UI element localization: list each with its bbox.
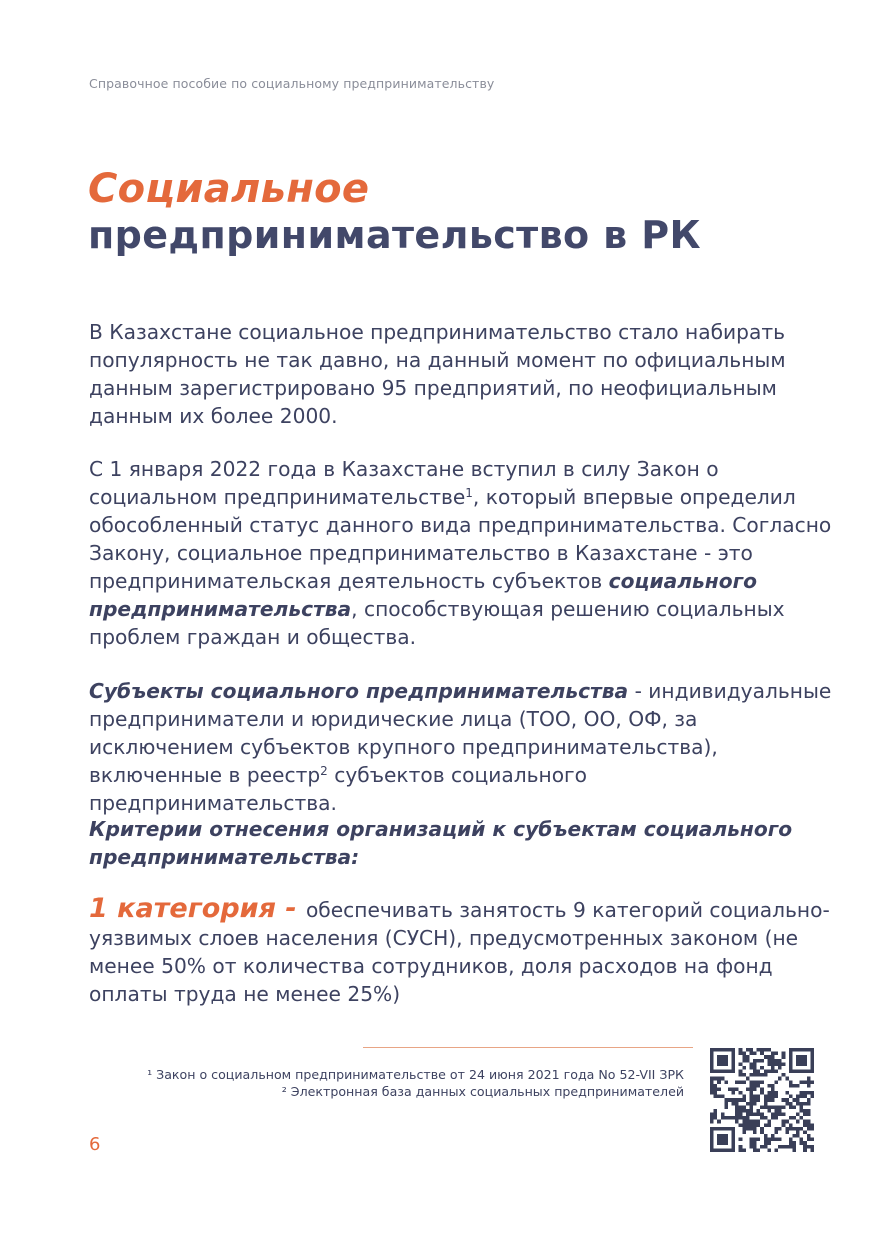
qr-code-icon[interactable] <box>710 1048 814 1152</box>
footnote-ref-1[interactable]: 1 <box>465 486 473 500</box>
paragraph-intro-text: В Казахстане социальное предпринимательство стало набирать популярность не так давно, на данный момент по официальным данным зарегистрировано 95 предприятий, по неофициальным данным их более 2000. <box>89 320 786 428</box>
paragraph-law-emphasis: социального предпринимательства <box>89 569 758 621</box>
page-title <box>88 166 701 258</box>
paragraph-subjects-text-2: субъектов социального предпринимательства. <box>89 763 588 815</box>
page-title-main: предпринимательство в РК <box>88 213 701 257</box>
paragraph-law-text-1: С 1 января 2022 года в Казахстане вступил в силу Закон о социальном предпринимательстве <box>89 457 719 509</box>
paragraph-law-text-3: , способствующая решению социальных проблем граждан и общества. <box>89 597 785 649</box>
paragraph-subjects-term: Субъекты социального предпринимательства <box>89 679 629 703</box>
footnote-divider <box>363 1047 693 1048</box>
category-1-text: обеспечивать занятость 9 категорий социально-уязвимых слоев населения (СУСН), предусмотренных законом (не менее 50% от количества сотрудников, доля расходов на фонд оплаты труда не менее 25%) <box>89 898 830 1006</box>
page-title-accent: Социальное <box>88 166 370 212</box>
paragraph-subjects-text-1: - индивидуальные предприниматели и юридические лица (ТОО, ОО, ОФ, за исключением субъектов крупного предпринимательства), включенные в реестр <box>89 679 832 787</box>
footnote-2: ² Электронная база данных социальных предпринимателей <box>281 1084 684 1099</box>
page-number: 6 <box>89 1134 101 1155</box>
footnote-1: ¹ Закон о социальном предпринимательстве от 24 июня 2021 года No 52-VII ЗРК <box>147 1067 684 1082</box>
footnote-ref-2[interactable]: 2 <box>320 764 328 778</box>
criteria-heading <box>89 815 839 871</box>
paragraph-intro <box>89 318 839 430</box>
paragraph-subjects <box>89 677 839 817</box>
paragraph-law-text-2: , который впервые определил обособленный статус данного вида предпринимательства. Согласно Закону, социальное предпринимательство в Казахстане - это предпринимательская деятельность субъектов <box>89 485 832 593</box>
footnotes <box>124 1066 684 1100</box>
category-1 <box>89 895 839 1008</box>
criteria-heading-text: Критерии отнесения организаций к субъектам социального предпринимательства: <box>89 817 793 869</box>
category-1-heading: 1 категория - <box>89 893 306 924</box>
running-header: Справочное пособие по социальному предпринимательству <box>89 76 495 91</box>
paragraph-law <box>89 455 839 651</box>
